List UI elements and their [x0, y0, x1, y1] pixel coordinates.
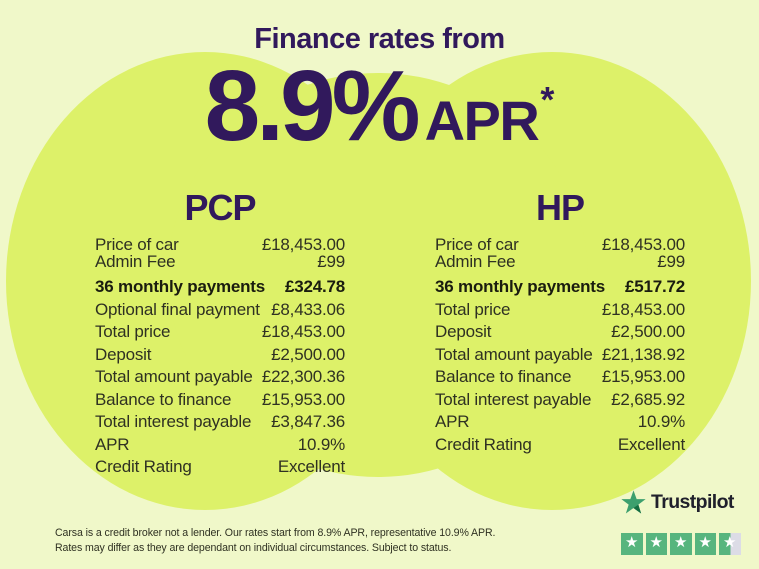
row-value: £22,300.36	[261, 367, 345, 386]
table-row	[95, 253, 345, 270]
table-row	[95, 344, 345, 364]
row-label: Deposit	[95, 344, 152, 364]
row-label: Admin Fee	[95, 252, 176, 271]
row-value: £324.78	[284, 277, 345, 296]
row-label: Total interest payable	[435, 389, 592, 409]
trustpilot-logo	[620, 489, 745, 516]
row-label: Price of car	[435, 235, 519, 254]
trustpilot-wordmark: Trustpilot	[651, 491, 734, 513]
table-row	[435, 236, 685, 253]
table-row	[435, 389, 685, 409]
table-row	[95, 389, 345, 409]
row-label: 36 monthly payments	[435, 277, 606, 296]
trustpilot-rating-stars	[621, 533, 745, 555]
star-box	[670, 533, 692, 555]
row-value: £3,847.36	[271, 412, 345, 431]
row-label: APR	[435, 412, 470, 431]
row-value: £21,138.92	[601, 344, 685, 364]
row-label: Admin Fee	[435, 252, 516, 271]
row-label: 36 monthly payments	[95, 277, 266, 296]
row-label: Credit Rating	[435, 434, 532, 454]
star-box	[695, 533, 717, 555]
row-value: £18,453.00	[601, 235, 685, 254]
disclaimer-text	[55, 526, 496, 556]
column-title: HP	[535, 187, 584, 228]
apr-rate-value: 8.9%	[204, 50, 417, 162]
table-row	[95, 369, 345, 386]
row-label: Total price	[95, 322, 171, 341]
table-row	[435, 253, 685, 270]
table-row	[95, 414, 345, 431]
table-row	[435, 434, 685, 454]
row-value: £15,953.00	[261, 389, 345, 409]
star-box	[621, 533, 643, 555]
table-row	[435, 344, 685, 364]
trustpilot-star-icon	[620, 489, 647, 516]
table-row	[435, 369, 685, 386]
column-title: PCP	[184, 187, 256, 228]
row-value: £99	[317, 252, 345, 271]
row-value: Excellent	[277, 457, 345, 476]
row-value: £2,500.00	[271, 344, 345, 364]
row-label: Optional final payment	[95, 299, 260, 319]
row-label: Credit Rating	[95, 457, 192, 476]
row-label: Balance to finance	[435, 367, 572, 386]
star-icon: ★	[625, 534, 639, 552]
star-box	[646, 533, 668, 555]
table-row	[435, 279, 685, 296]
row-label: Price of car	[95, 235, 179, 254]
table-row	[435, 414, 685, 431]
table-row	[95, 279, 345, 296]
finance-table	[435, 236, 685, 453]
table-row	[95, 459, 345, 476]
apr-rate-row	[0, 50, 759, 162]
row-value: £18,453.00	[261, 322, 345, 341]
row-label: Balance to finance	[95, 389, 232, 409]
row-value: £2,685.92	[611, 389, 685, 409]
finance-table	[95, 236, 345, 476]
star-icon: ★	[698, 534, 712, 552]
finance-column-hp	[435, 188, 685, 453]
disclaimer-line-2: Rates may differ as they are dependant on individual circumstances. Subject to status.	[55, 541, 452, 554]
apr-rate-asterisk: *	[540, 79, 555, 120]
row-label: APR	[95, 434, 130, 454]
star-icon: ★	[674, 534, 688, 552]
finance-column-pcp	[95, 188, 345, 476]
half-star-box	[719, 533, 741, 555]
table-row	[95, 236, 345, 253]
apr-rate-suffix: APR	[424, 89, 539, 152]
row-label: Total interest payable	[95, 412, 252, 431]
trustpilot-badge[interactable]	[620, 489, 745, 555]
row-label: Total amount payable	[95, 367, 253, 386]
row-value: 10.9%	[637, 412, 685, 431]
row-value: £15,953.00	[601, 367, 685, 386]
table-row	[95, 324, 345, 341]
star-icon: ★	[723, 534, 737, 552]
disclaimer-line-1: Carsa is a credit broker not a lender. Our rates start from 8.9% APR, representative 10.9% APR.	[55, 527, 496, 539]
row-value: £517.72	[624, 277, 685, 296]
table-row	[95, 299, 345, 319]
row-label: Total price	[435, 299, 511, 319]
row-value: £18,453.00	[261, 235, 345, 254]
finance-rates-title: Finance rates from	[254, 23, 505, 55]
row-value: £8,433.06	[271, 299, 345, 319]
row-value: £18,453.00	[601, 299, 685, 319]
row-value: £99	[657, 252, 685, 271]
row-value: £2,500.00	[611, 322, 685, 341]
row-value: 10.9%	[297, 434, 345, 454]
row-label: Deposit	[435, 322, 492, 341]
table-row	[435, 324, 685, 341]
table-row	[435, 299, 685, 319]
row-value: Excellent	[617, 434, 685, 454]
star-icon: ★	[649, 534, 663, 552]
table-row	[95, 434, 345, 454]
row-label: Total amount payable	[435, 344, 593, 364]
